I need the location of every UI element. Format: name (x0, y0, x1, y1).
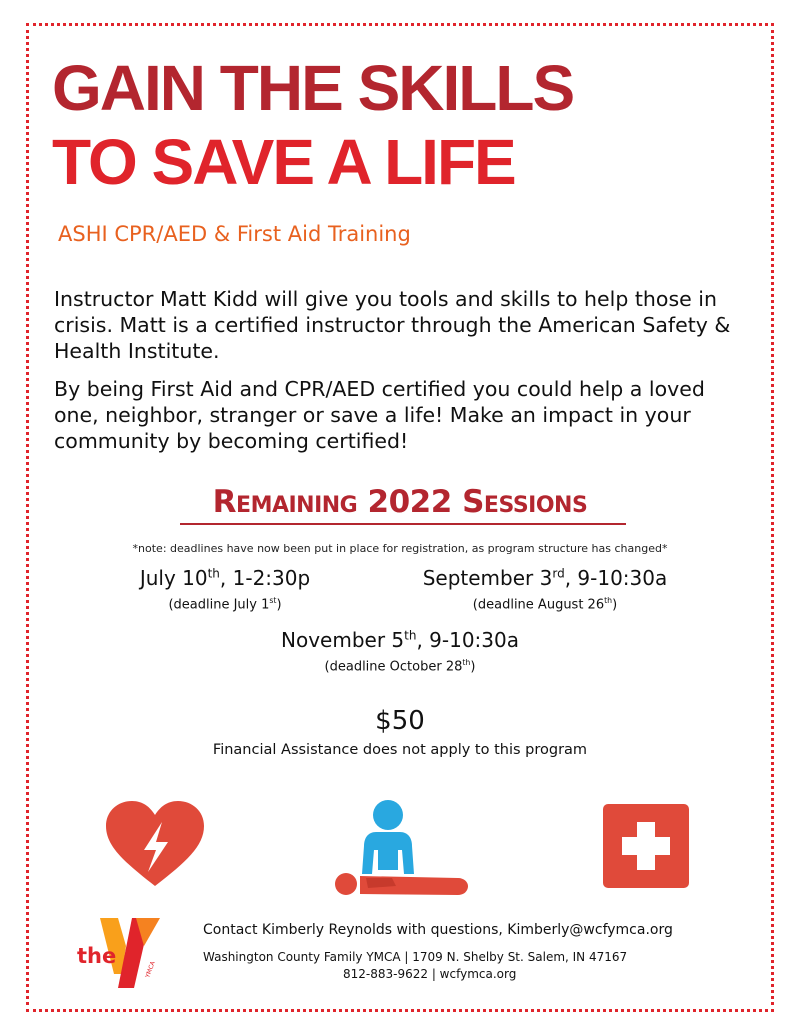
session-date-suffix: th (404, 628, 417, 643)
deadline-note: *note: deadlines have now been put in place for registration, as program structure has changed* (132, 542, 668, 555)
deadline-suffix: th (604, 596, 613, 605)
session-date-text: July 10 (139, 566, 208, 590)
session-november (250, 628, 550, 674)
phone-website-line: 812-883-9622 | wcfymca.org (343, 967, 517, 981)
deadline-text: (deadline July 1 (168, 597, 270, 613)
session-time: , 1-2:30p (219, 566, 311, 590)
deadline-text: (deadline August 26 (472, 597, 605, 613)
deadline-suffix: th (462, 658, 471, 667)
contact-line: Contact Kimberly Reynolds with questions, Kimberly@wcfymca.org (203, 922, 673, 938)
cpr-icon (332, 798, 472, 900)
session-deadline (100, 596, 350, 612)
deadline-close: ) (470, 659, 476, 675)
session-september (390, 566, 700, 612)
session-date (250, 628, 550, 652)
sessions-title-underline (180, 523, 626, 525)
ymca-logo-text: the (77, 944, 117, 968)
session-date (100, 566, 350, 590)
ymca-logo-small-text: YMCA (144, 960, 157, 979)
deadline-suffix: st (269, 596, 277, 605)
session-date-suffix: th (207, 566, 220, 581)
sessions-title: Remaining 2022 Sessions (212, 484, 588, 520)
subtitle: ASHI CPR/AED & First Aid Training (58, 222, 411, 246)
headline-line-2: TO SAVE A LIFE (52, 126, 515, 198)
financial-assistance-note: Financial Assistance does not apply to this program (212, 742, 588, 758)
address-line: Washington County Family YMCA | 1709 N. Shelby St. Salem, IN 47167 (203, 950, 628, 964)
first-aid-cross-icon (602, 803, 690, 889)
session-time: , 9-10:30a (564, 566, 668, 590)
headline-line-1: GAIN THE SKILLS (52, 52, 574, 124)
session-time: , 9-10:30a (416, 628, 519, 652)
session-date-suffix: rd (552, 566, 565, 581)
session-july (100, 566, 350, 612)
aed-heart-icon (104, 800, 206, 888)
session-deadline (250, 658, 550, 674)
deadline-close: ) (612, 597, 618, 613)
session-deadline (390, 596, 700, 612)
session-date-text: November 5 (281, 628, 405, 652)
session-date (390, 566, 700, 590)
price: $50 (375, 706, 425, 736)
intro-paragraph: Instructor Matt Kidd will give you tools and skills to help those in crisis. Matt is a certified instructor through the American Safety & Health Institute. (54, 287, 731, 363)
session-date-text: September 3 (422, 566, 553, 590)
deadline-text: (deadline October 28 (324, 659, 463, 675)
deadline-close: ) (276, 597, 282, 613)
impact-paragraph: By being First Aid and CPR/AED certified you could help a loved one, neighbor, stranger or save a life! Make an impact in your community by becoming certified! (54, 377, 705, 453)
